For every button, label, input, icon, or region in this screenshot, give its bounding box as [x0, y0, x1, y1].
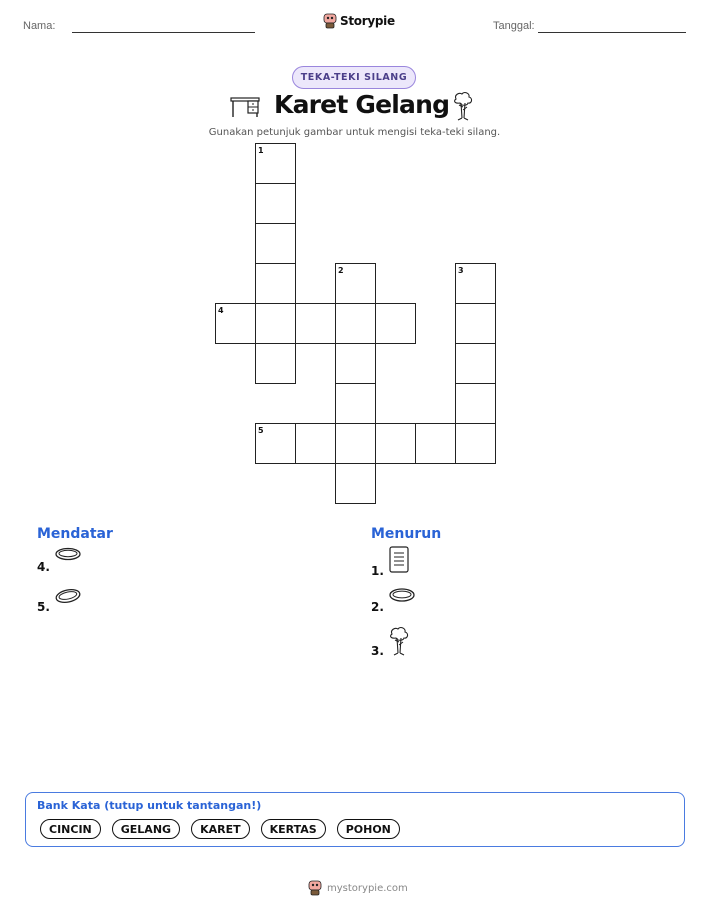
- across-heading: Mendatar: [37, 526, 113, 542]
- tree-icon: [388, 626, 410, 656]
- crossword-cell[interactable]: [255, 303, 296, 344]
- date-label: Tanggal:: [493, 20, 535, 32]
- crossword-cell[interactable]: [255, 183, 296, 224]
- cell-number: 4: [218, 306, 224, 315]
- desk-icon: [230, 95, 260, 119]
- ring-icon: [54, 586, 82, 606]
- crossword-cell[interactable]: [375, 423, 416, 464]
- word-bank-item: POHON: [337, 819, 400, 839]
- crossword-cell[interactable]: [335, 463, 376, 504]
- cell-number: 1: [258, 146, 264, 155]
- crossword-cell[interactable]: [375, 303, 416, 344]
- clue-down-2: [371, 586, 416, 614]
- mascot-icon: [308, 880, 322, 896]
- clue-down-3: [371, 626, 410, 658]
- down-heading: Menurun: [371, 526, 442, 542]
- instructions: Gunakan petunjuk gambar untuk mengisi teka-teki silang.: [208, 127, 501, 138]
- mascot-icon: [323, 13, 337, 29]
- crossword-cell[interactable]: [255, 143, 296, 184]
- word-bank-item: KARET: [191, 819, 250, 839]
- clue-down-1: [371, 546, 410, 578]
- word-bank-title: Bank Kata (tutup untuk tantangan!): [37, 799, 262, 812]
- crossword-cell[interactable]: [455, 383, 496, 424]
- crossword-cell[interactable]: [455, 303, 496, 344]
- word-bank: [25, 792, 685, 847]
- crossword-cell[interactable]: [335, 303, 376, 344]
- crossword-cell[interactable]: [335, 383, 376, 424]
- clue-across-4: [37, 546, 82, 574]
- brand-name: Storypie: [340, 14, 395, 28]
- name-label: Nama:: [23, 20, 56, 32]
- footer-site: mystorypie.com: [327, 882, 408, 894]
- clue-number: 1.: [371, 564, 384, 578]
- brand-logo: [323, 13, 395, 29]
- tree-icon: [452, 91, 474, 121]
- crossword-cell[interactable]: [455, 423, 496, 464]
- clue-number: 2.: [371, 600, 384, 614]
- footer: [308, 880, 408, 896]
- crossword-cell[interactable]: [255, 223, 296, 264]
- word-bank-list: [40, 819, 400, 839]
- crossword-cell[interactable]: [255, 343, 296, 384]
- cell-number: 2: [338, 266, 344, 275]
- crossword-cell[interactable]: [335, 343, 376, 384]
- crossword-cell[interactable]: [335, 423, 376, 464]
- crossword-cell[interactable]: [255, 263, 296, 304]
- word-bank-item: KERTAS: [261, 819, 326, 839]
- crossword-cell[interactable]: [455, 343, 496, 384]
- crossword-cell[interactable]: [455, 263, 496, 304]
- ring-icon: [388, 586, 416, 604]
- cell-number: 3: [458, 266, 464, 275]
- page-title: Karet Gelang: [274, 90, 450, 119]
- cell-number: 5: [258, 426, 264, 435]
- name-line[interactable]: [72, 32, 255, 33]
- crossword-cell[interactable]: [335, 263, 376, 304]
- clue-number: 3.: [371, 644, 384, 658]
- date-line[interactable]: [538, 32, 686, 33]
- puzzle-type-badge: TEKA-TEKI SILANG: [292, 66, 416, 89]
- crossword-cell[interactable]: [215, 303, 256, 344]
- crossword-cell[interactable]: [295, 423, 336, 464]
- crossword-cell[interactable]: [415, 423, 456, 464]
- clue-across-5: [37, 586, 82, 614]
- clue-number: 5.: [37, 600, 50, 614]
- paper-icon: [388, 546, 410, 574]
- word-bank-item: CINCIN: [40, 819, 101, 839]
- crossword-cell[interactable]: [295, 303, 336, 344]
- ring-icon: [54, 546, 82, 562]
- crossword-cell[interactable]: [255, 423, 296, 464]
- clue-number: 4.: [37, 560, 50, 574]
- word-bank-item: GELANG: [112, 819, 180, 839]
